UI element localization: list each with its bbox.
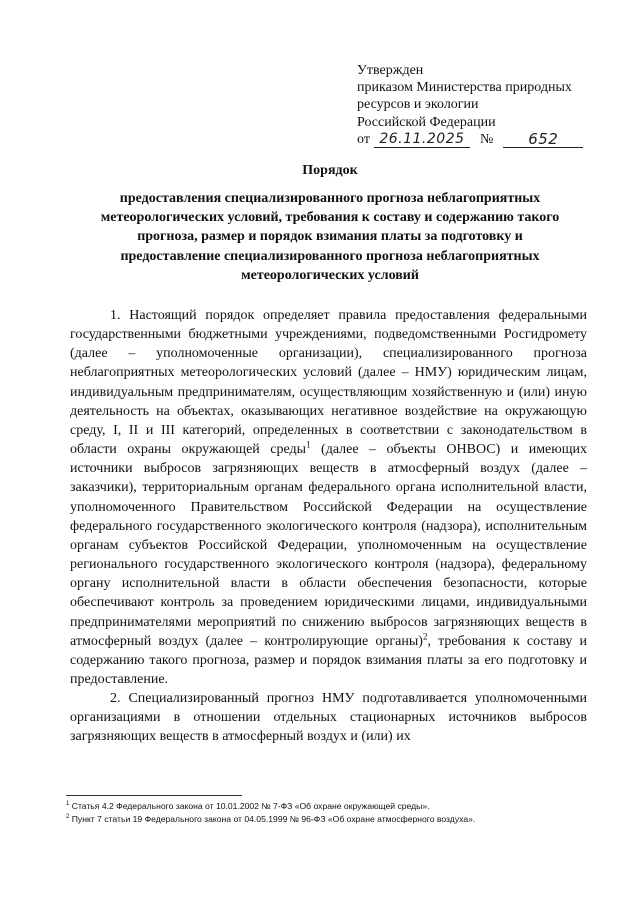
footnote-mark: 2 <box>66 814 70 821</box>
subtitle-line: предоставление специализированного прогноза неблагоприятных <box>120 248 540 264</box>
paragraph-1-text-b: (далее – объекты ОНВОС) и имеющих источники выбросов загрязняющих веществ в атмосферный воздух (далее – заказчики), территориальным органам федерального органа исполнительной власти, уполномоченного Правительством Российской Федерации на осуществление федерального государственного экологического контроля (надзора), исполнительным органам субъектов Российской Федерации, уполномоченным на осуществление регионального государственного экологического контроля (надзора), федеральному органу исполнительной власти в области обеспечения безопасности, которые обеспечивают контроль за проведением юридическими лицами, индивидуальными предпринимателями мероприятий по снижению выбросов загрязняющих веществ в атмосферный воздух (далее – контролирующие органы) <box>70 442 587 649</box>
subtitle-line: метеорологических условий, требования к составу и содержанию такого <box>100 210 560 226</box>
footnote-text: Статья 4.2 Федерального закона от 10.01.2002 № 7-ФЗ «Об охране окружающей среды». <box>69 800 430 811</box>
paragraph-2: 2. Специализированный прогноз НМУ подготавливается уполномоченными организациями в отношении отдельных стационарных источников выбросов загрязняющих веществ в атмосферный воздух и (или) их <box>70 691 587 745</box>
footnote-text: Пункт 7 статьи 19 Федерального закона от 04.05.1999 № 96-ФЗ «Об охране атмосферного воздуха». <box>69 814 476 825</box>
approval-line: ресурсов и экологии <box>357 97 479 113</box>
paragraph-1-text-a: 1. Настоящий порядок определяет правила предоставления федеральными государственными бюджетными учреждениями, подведомственными Росгидромету (далее – уполномоченные организации), специализированного прогноза неблагоприятных метеорологических условий (далее – НМУ) юридическим лицам, индивидуальным предпринимателям, осуществляющим хозяйственную и (или) иную деятельность на объектах, оказывающих негативное воздействие на окружающую среду, I, II и III категорий, определенных в соответствии с законодательством в области охраны окружающей среды <box>70 308 587 458</box>
approval-line: Утвержден <box>357 63 424 78</box>
subtitle-line: предоставления специализированного прогноза неблагоприятных <box>119 191 541 206</box>
footnote-ref-1: 1 <box>306 439 311 450</box>
number-sign: № <box>479 131 494 147</box>
approval-date-line <box>357 131 607 148</box>
subtitle-line: метеорологических условий <box>241 267 419 283</box>
subtitle-line: прогноза, размер и порядок взимания платы за подготовку и <box>137 229 523 245</box>
footnotes <box>66 799 596 826</box>
document-subtitle <box>70 189 590 285</box>
handwritten-date: 26.11.2025 <box>374 132 470 148</box>
date-prefix: от <box>357 131 370 147</box>
footnote-ref-2: 2 <box>422 631 428 641</box>
handwritten-order-number: 652 <box>503 132 583 148</box>
approval-line: приказом Министерства природных <box>357 80 572 96</box>
footnote-divider <box>66 795 242 796</box>
approval-line: Российской Федерации <box>357 114 496 130</box>
footnote-mark: 1 <box>66 801 70 807</box>
document-body <box>70 306 587 747</box>
paragraph-1 <box>70 306 587 689</box>
approval-stamp <box>357 62 607 148</box>
footnote-2 <box>66 812 596 825</box>
footnote-1 <box>66 799 596 812</box>
document-title: Порядок <box>302 163 358 178</box>
paragraph-1-text-c: , требования к составу и содержанию такого прогноза, размер и порядок взимания платы за его подготовку и предоставление. <box>70 633 587 687</box>
